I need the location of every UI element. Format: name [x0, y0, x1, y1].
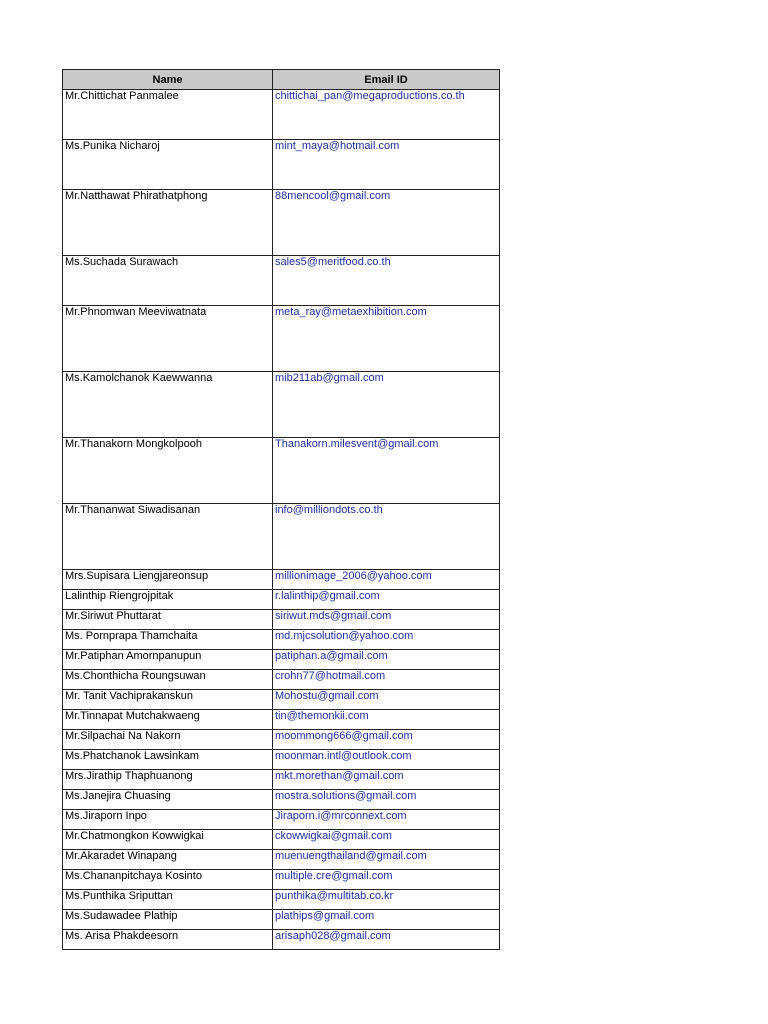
- cell-email[interactable]: plathips@gmail.com: [273, 910, 500, 930]
- table-row: [63, 770, 500, 790]
- cell-email[interactable]: r.lalinthip@gmail.com: [273, 590, 500, 610]
- table-row: [63, 710, 500, 730]
- table-row: [63, 630, 500, 650]
- cell-email[interactable]: punthika@multitab.co.kr: [273, 890, 500, 910]
- table-row: [63, 256, 500, 306]
- cell-name: Mr.Siriwut Phuttarat: [63, 610, 273, 630]
- cell-name: Ms.Jiraporn Inpo: [63, 810, 273, 830]
- cell-email[interactable]: tin@themonkii.com: [273, 710, 500, 730]
- cell-email[interactable]: mostra.solutions@gmail.com: [273, 790, 500, 810]
- table-row: [63, 930, 500, 950]
- cell-email[interactable]: mib211ab@gmail.com: [273, 372, 500, 438]
- cell-name: Mr. Tanit Vachiprakanskun: [63, 690, 273, 710]
- cell-email[interactable]: patiphan.a@gmail.com: [273, 650, 500, 670]
- cell-email[interactable]: Thanakorn.milesvent@gmail.com: [273, 438, 500, 504]
- cell-name: Mr.Natthawat Phirathatphong: [63, 190, 273, 256]
- cell-email[interactable]: Mohostu@gmail.com: [273, 690, 500, 710]
- cell-name: Ms.Sudawadee Plathip: [63, 910, 273, 930]
- cell-name: Ms.Janejira Chuasing: [63, 790, 273, 810]
- cell-name: Ms.Punthika Sriputtan: [63, 890, 273, 910]
- cell-name: Ms.Punika Nicharoj: [63, 140, 273, 190]
- table-header-row: [63, 70, 500, 90]
- table-row: [63, 730, 500, 750]
- table-row: [63, 850, 500, 870]
- table-row: [63, 190, 500, 256]
- cell-email[interactable]: muenuengthailand@gmail.com: [273, 850, 500, 870]
- cell-name: Ms.Suchada Surawach: [63, 256, 273, 306]
- cell-email[interactable]: sales5@meritfood.co.th: [273, 256, 500, 306]
- cell-name: Mr.Patiphan Amornpanupun: [63, 650, 273, 670]
- cell-name: Ms.Kamolchanok Kaewwanna: [63, 372, 273, 438]
- cell-email[interactable]: mkt.morethan@gmail.com: [273, 770, 500, 790]
- cell-email[interactable]: ckowwigkai@gmail.com: [273, 830, 500, 850]
- table-row: [63, 910, 500, 930]
- table-row: [63, 890, 500, 910]
- column-header-email: Email ID: [273, 70, 500, 90]
- table-row: [63, 690, 500, 710]
- cell-email[interactable]: millionimage_2006@yahoo.com: [273, 570, 500, 590]
- contact-table: [62, 69, 500, 950]
- table-row: [63, 590, 500, 610]
- table-row: [63, 306, 500, 372]
- table-row: [63, 790, 500, 810]
- cell-email[interactable]: info@milliondots.co.th: [273, 504, 500, 570]
- cell-email[interactable]: meta_ray@metaexhibition.com: [273, 306, 500, 372]
- cell-name: Mr.Tinnapat Mutchakwaeng: [63, 710, 273, 730]
- cell-email[interactable]: mint_maya@hotmail.com: [273, 140, 500, 190]
- cell-name: Mr.Thananwat Siwadisanan: [63, 504, 273, 570]
- cell-name: Mrs.Supisara Liengjareonsup: [63, 570, 273, 590]
- cell-email[interactable]: multiple.cre@gmail.com: [273, 870, 500, 890]
- cell-email[interactable]: 88mencool@gmail.com: [273, 190, 500, 256]
- cell-name: Mr.Thanakorn Mongkolpooh: [63, 438, 273, 504]
- table-row: [63, 830, 500, 850]
- table-row: [63, 810, 500, 830]
- contact-sheet: [62, 69, 499, 950]
- cell-name: Mr.Chittichat Panmalee: [63, 90, 273, 140]
- column-header-name: Name: [63, 70, 273, 90]
- cell-name: Mr.Silpachai Na Nakorn: [63, 730, 273, 750]
- cell-name: Ms.Chananpitchaya Kosinto: [63, 870, 273, 890]
- table-row: [63, 570, 500, 590]
- cell-name: Ms.Phatchanok Lawsinkam: [63, 750, 273, 770]
- cell-email[interactable]: moommong666@gmail.com: [273, 730, 500, 750]
- table-row: [63, 140, 500, 190]
- cell-email[interactable]: arisaph028@gmail.com: [273, 930, 500, 950]
- cell-email[interactable]: Jiraporn.i@mrconnext.com: [273, 810, 500, 830]
- cell-email[interactable]: chittichai_pan@megaproductions.co.th: [273, 90, 500, 140]
- table-row: [63, 670, 500, 690]
- cell-name: Ms. Arisa Phakdeesorn: [63, 930, 273, 950]
- cell-name: Mr.Chatmongkon Kowwigkai: [63, 830, 273, 850]
- table-row: [63, 610, 500, 630]
- cell-email[interactable]: md.mjcsolution@yahoo.com: [273, 630, 500, 650]
- table-row: [63, 372, 500, 438]
- cell-email[interactable]: moonman.intl@outlook.com: [273, 750, 500, 770]
- cell-email[interactable]: crohn77@hotmail.com: [273, 670, 500, 690]
- table-row: [63, 750, 500, 770]
- table-row: [63, 650, 500, 670]
- table-row: [63, 438, 500, 504]
- cell-name: Ms.Chonthicha Roungsuwan: [63, 670, 273, 690]
- table-row: [63, 504, 500, 570]
- cell-name: Ms. Pornprapa Thamchaita: [63, 630, 273, 650]
- cell-name: Mrs.Jirathip Thaphuanong: [63, 770, 273, 790]
- cell-email[interactable]: siriwut.mds@gmail.com: [273, 610, 500, 630]
- table-row: [63, 90, 500, 140]
- cell-name: Mr.Akaradet Winapang: [63, 850, 273, 870]
- cell-name: Lalinthip Riengrojpitak: [63, 590, 273, 610]
- table-row: [63, 870, 500, 890]
- cell-name: Mr.Phnomwan Meeviwatnata: [63, 306, 273, 372]
